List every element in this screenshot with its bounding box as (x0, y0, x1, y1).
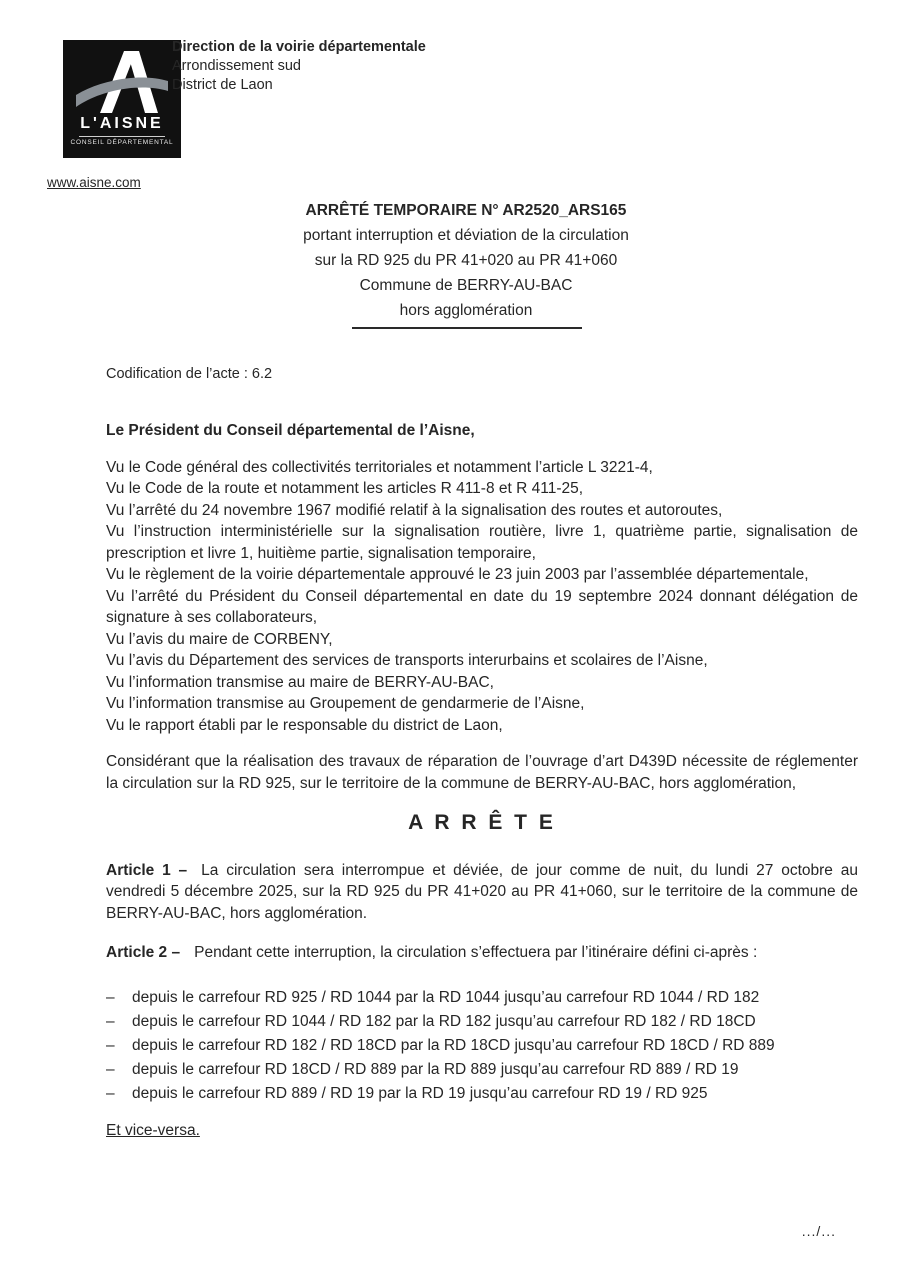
dash-marker: – (106, 988, 115, 1006)
article-1-text: La circulation sera interrompue et déviée, de jour comme de nuit, du lundi 27 octobre au vendredi 5 décembre 2025, sur la RD 925 du PR 41+020 au PR 41+060, sur le territoire de la commune de BERRY-AU-BAC, hors agglomération. (106, 861, 858, 922)
vu-item: Vu l’information transmise au Groupement de gendarmerie de l’Aisne, (106, 695, 585, 712)
vu-item: Vu le règlement de la voirie départementale approuvé le 23 juin 2003 par l’assemblée départementale, (106, 566, 809, 583)
district-line: District de Laon (172, 77, 273, 93)
vu-item: Vu l’instruction interministérielle sur la signalisation routière, livre 1, quatrième partie, signalisation de prescription et livre 1, huitième partie, signalisation temporaire, (106, 523, 858, 562)
deviation-route-item (106, 1034, 858, 1058)
considerant-paragraph: Considérant que la réalisation des travaux de réparation de l’ouvrage d’art D439D nécessite de réglementer la circulation sur la RD 925, sur le territoire de la commune de BERRY-AU-BAC, hors agglomération, (106, 753, 858, 792)
deviation-route-list (106, 986, 858, 1106)
aisne-a-swoosh-icon (72, 45, 172, 117)
department-header (172, 38, 426, 95)
arrondissement-line: Arrondissement sud (172, 58, 301, 74)
deviation-route-text: depuis le carrefour RD 18CD / RD 889 par la RD 889 jusqu’au carrefour RD 889 / RD 19 (132, 1060, 739, 1078)
logo-subtitle: CONSEIL DÉPARTEMENTAL (70, 139, 174, 146)
dash-marker: – (106, 1060, 115, 1078)
vu-item: Vu l’arrêté du Président du Conseil départemental en date du 19 septembre 2024 donnant délégation de signature à ses collaborateurs, (106, 587, 858, 626)
vu-item: Vu l’avis du Département des services de transports interurbains et scolaires de l’Aisne, (106, 652, 708, 669)
dash-marker: – (106, 1012, 115, 1030)
aisne-logo (63, 40, 181, 158)
vu-item: Vu l’information transmise au maire de BERRY-AU-BAC, (106, 673, 494, 691)
deviation-route-text: depuis le carrefour RD 182 / RD 18CD par la RD 18CD jusqu’au carrefour RD 18CD / RD 889 (132, 1036, 775, 1054)
vu-item: Vu le Code général des collectivités territoriales et notamment l’article L 3221-4, (106, 458, 653, 476)
arrete-heading: A R R Ê T E (408, 811, 556, 834)
title-line-2: portant interruption et déviation de la circulation (303, 227, 629, 244)
logo-divider (79, 136, 165, 137)
vu-item: Vu le rapport établi par le responsable du district de Laon, (106, 716, 503, 734)
website-text: www.aisne.com (47, 175, 141, 190)
title-line-5: hors agglomération (399, 302, 533, 319)
direction-title: Direction de la voirie départementale (172, 39, 426, 55)
title-line-4: Commune de BERRY-AU-BAC (359, 277, 573, 294)
logo-name: L'AISNE (80, 115, 164, 132)
vu-item: Vu l’arrêté du 24 novembre 1967 modifié relatif à la signalisation des routes et autoroutes, (106, 501, 723, 519)
article-2 (106, 942, 858, 964)
codification-line: Codification de l’acte : 6.2 (106, 366, 273, 382)
title-line-3: sur la RD 925 du PR 41+020 au PR 41+060 (314, 252, 618, 269)
dash-marker: – (106, 1084, 115, 1102)
article-2-label: Article 2 – (106, 944, 181, 961)
deviation-route-text: depuis le carrefour RD 889 / RD 19 par la RD 19 jusqu’au carrefour RD 19 / RD 925 (132, 1084, 708, 1102)
vice-versa-line: Et vice-versa. (106, 1121, 200, 1139)
deviation-route-text: depuis le carrefour RD 1044 / RD 182 par la RD 182 jusqu’au carrefour RD 182 / RD 18CD (132, 1012, 756, 1030)
deviation-route-item (106, 1058, 858, 1082)
document-title (32, 198, 900, 323)
title-underline-rule (352, 327, 582, 329)
vu-item: Vu le Code de la route et notamment les articles R 411-8 et R 411-25, (106, 480, 584, 497)
title-line-1: ARRÊTÉ TEMPORAIRE N° AR2520_ARS165 (305, 202, 627, 219)
deviation-route-item (106, 1082, 858, 1106)
deviation-route-text: depuis le carrefour RD 925 / RD 1044 par la RD 1044 jusqu’au carrefour RD 1044 / RD 182 (132, 988, 760, 1006)
article-1-label: Article 1 – (106, 861, 188, 879)
deviation-route-item (106, 986, 858, 1010)
deviation-route-item (106, 1010, 858, 1034)
vu-item: Vu l’avis du maire de CORBENY, (106, 630, 333, 648)
article-1 (106, 860, 858, 925)
page-continuation-marker: .../... (801, 1223, 836, 1239)
vu-block (106, 457, 858, 737)
document-body (106, 420, 858, 1141)
dash-marker: – (106, 1036, 115, 1054)
president-line: Le Président du Conseil départemental de l’Aisne, (106, 422, 475, 439)
article-2-text: Pendant cette interruption, la circulation s’effectuera par l’itinéraire défini ci-après : (194, 944, 758, 961)
